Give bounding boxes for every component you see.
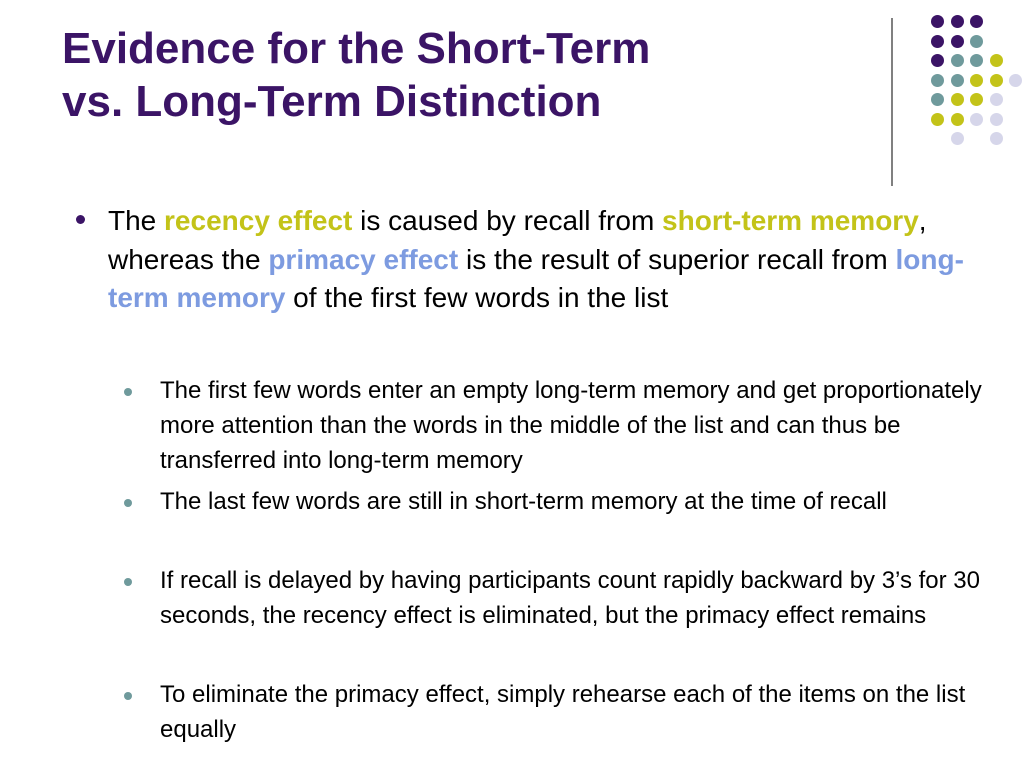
short-term-memory-highlight: short-term memory (662, 205, 919, 236)
decorative-dot (951, 113, 964, 126)
decorative-dot (990, 132, 1003, 145)
decorative-dot (951, 15, 964, 28)
decorative-dot-grid (0, 0, 1024, 170)
decorative-dot (931, 113, 944, 126)
sub-bullet-marker (124, 499, 132, 507)
decorative-dot (990, 93, 1003, 106)
decorative-dot (931, 15, 944, 28)
main-bullet-text-part: is the result of superior recall from (458, 243, 896, 275)
sub-bullet-item: The last few words are still in short-term memory at the time of recall (160, 488, 887, 515)
sub-bullet-marker (124, 388, 132, 396)
sub-bullet-marker (124, 692, 132, 700)
sub-bullet-item: If recall is delayed by having participants count rapidly backward by 3’s for 30 seconds, the recency effect is eliminated, but the primacy effect remains (160, 567, 980, 629)
sub-bullet-item: To eliminate the primacy effect, simply rehearse each of the items on the list equally (160, 681, 966, 743)
decorative-dot (970, 54, 983, 67)
decorative-dot (970, 35, 983, 48)
primacy-effect-highlight: primacy effect (268, 243, 459, 275)
main-bullet-text-part: , whereas the (108, 205, 927, 275)
decorative-dot (951, 74, 964, 87)
main-bullet-text (108, 202, 988, 318)
decorative-dot (951, 93, 964, 106)
main-bullet-marker (76, 215, 85, 224)
slide-title-line-1: Evidence for the Short-Term (62, 24, 651, 73)
main-bullet-text-part: of the first few words in the list (285, 282, 669, 313)
long-term-memory-highlight: long-term memory (108, 243, 964, 313)
decorative-dot (970, 93, 983, 106)
decorative-dot (931, 35, 944, 48)
decorative-dot (1009, 74, 1022, 87)
decorative-dot (951, 54, 964, 67)
main-bullet-text-part: The (108, 205, 165, 236)
decorative-dot (970, 74, 983, 87)
decorative-dot (951, 35, 964, 48)
decorative-dot (990, 54, 1003, 67)
decorative-dot (931, 93, 944, 106)
decorative-dot (990, 113, 1003, 126)
sub-bullet-marker (124, 578, 132, 586)
decorative-dot (931, 54, 944, 67)
decorative-dot (970, 113, 983, 126)
decorative-dot (970, 15, 983, 28)
decorative-dot (990, 74, 1003, 87)
sub-bullet-item: The first few words enter an empty long-term memory and get proportionately more attention than the words in the middle of the list and can thus be transferred into long-term memory (160, 377, 982, 474)
main-bullet-text-part: is caused by recall from (352, 205, 663, 236)
decorative-dot (931, 74, 944, 87)
slide-title-line-2: vs. Long-Term Distinction (62, 77, 602, 126)
decorative-dot (951, 132, 964, 145)
recency-effect-highlight: recency effect (164, 205, 353, 236)
